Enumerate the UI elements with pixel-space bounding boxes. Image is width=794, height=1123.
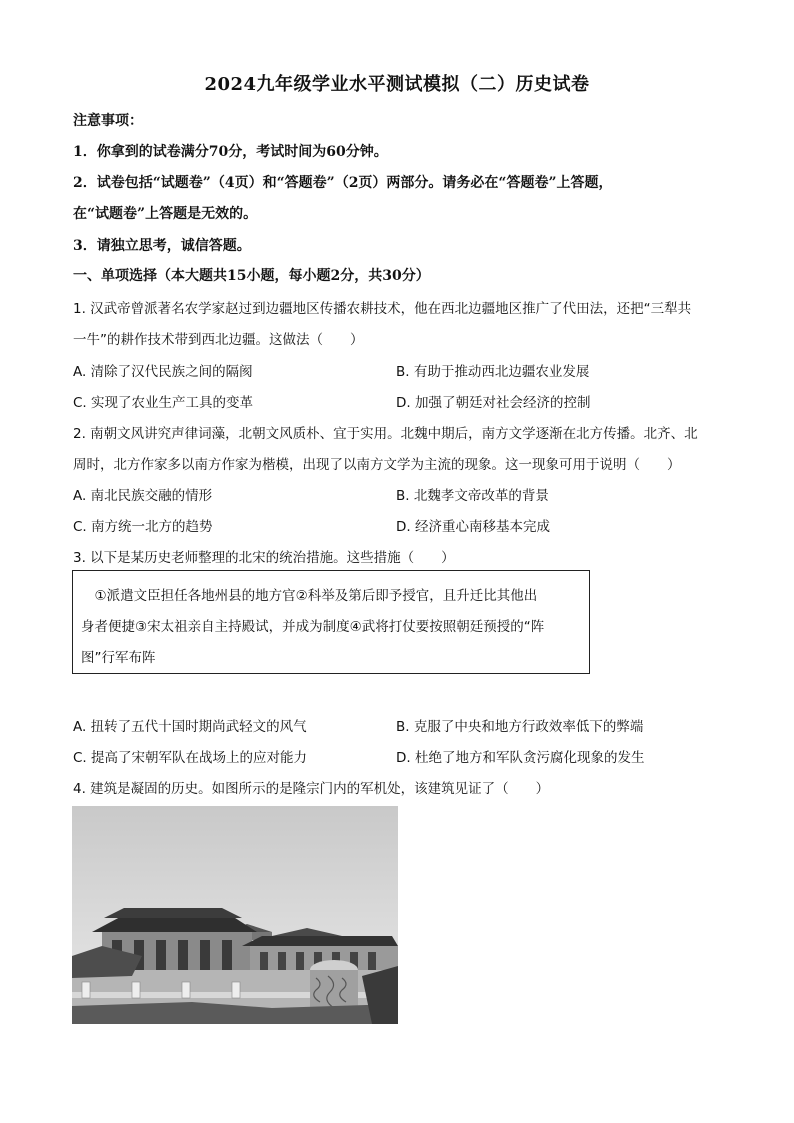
question-3-stem: 3. 以下是某历史老师整理的北宋的统治措施。这些措施（ ） (73, 550, 455, 566)
question-2-stem: 2. 南朝文风讲究声律词藻，北朝文风质朴、宜于实用。北魏中期后，南方文学逐渐在北方传播。北齐、北 (73, 426, 698, 442)
question-3-option-c: C. 提高了宋朝军队在战场上的应对能力 (73, 750, 308, 766)
question-3-material-box (72, 570, 590, 674)
courtyard-photo (72, 806, 398, 1024)
notice-item: 2．试卷包括“试题卷”（4页）和“答题卷”（2页）两部分。请务必在“答题卷”上答题， (73, 175, 613, 191)
question-2-option-a: A. 南北民族交融的情形 (73, 488, 213, 504)
material-line: ①派遣文臣担任各地州县的地方官②科举及第后即予授官，且升迁比其他出 (81, 588, 538, 604)
notice-item: 1．你拿到的试卷满分70分，考试时间为60分钟。 (73, 144, 388, 160)
question-1-option-a: A. 清除了汉代民族之间的隔阂 (73, 364, 253, 380)
page-title: 2024九年级学业水平测试模拟（二）历史试卷 (204, 74, 590, 95)
question-2-option-d: D. 经济重心南移基本完成 (396, 519, 550, 535)
question-3-option-b: B. 克服了中央和地方行政效率低下的弊端 (396, 719, 644, 735)
question-2-option-c: C. 南方统一北方的趋势 (73, 519, 213, 535)
question-1-option-c: C. 实现了农业生产工具的变革 (73, 395, 254, 411)
question-3-option-d: D. 杜绝了地方和军队贪污腐化现象的发生 (396, 750, 645, 766)
section-heading: 一、单项选择（本大题共15小题，每小题2分，共30分） (73, 268, 430, 284)
question-4-stem: 4. 建筑是凝固的历史。如图所示的是隆宗门内的军机处，该建筑见证了（ ） (73, 781, 550, 797)
material-line: 图”行军布阵 (81, 650, 156, 666)
courtyard-photo-graphic (72, 806, 398, 1024)
question-2-option-b: B. 北魏孝文帝改革的背景 (396, 488, 549, 504)
notice-item: 在“试题卷”上答题是无效的。 (73, 206, 258, 222)
question-2-stem: 周时，北方作家多以南方作家为楷模，出现了以南方文学为主流的现象。这一现象可用于说明（ ） (73, 457, 681, 473)
question-1-option-d: D. 加强了朝廷对社会经济的控制 (396, 395, 591, 411)
question-1-stem: 一牛”的耕作技术带到西北边疆。这做法（ ） (73, 332, 364, 348)
question-1-option-b: B. 有助于推动西北边疆农业发展 (396, 364, 590, 380)
notice-heading: 注意事项： (73, 113, 143, 129)
notice-item: 3．请独立思考，诚信答题。 (73, 238, 251, 254)
question-3-option-a: A. 扭转了五代十国时期尚武轻文的风气 (73, 719, 307, 735)
material-line: 身者便捷③宋太祖亲自主持殿试，并成为制度④武将打仗要按照朝廷预授的“阵 (81, 619, 545, 635)
question-1-stem: 1. 汉武帝曾派著名农学家赵过到边疆地区传播农耕技术，他在西北边疆地区推广了代田法，还把“三犁共 (73, 301, 692, 317)
